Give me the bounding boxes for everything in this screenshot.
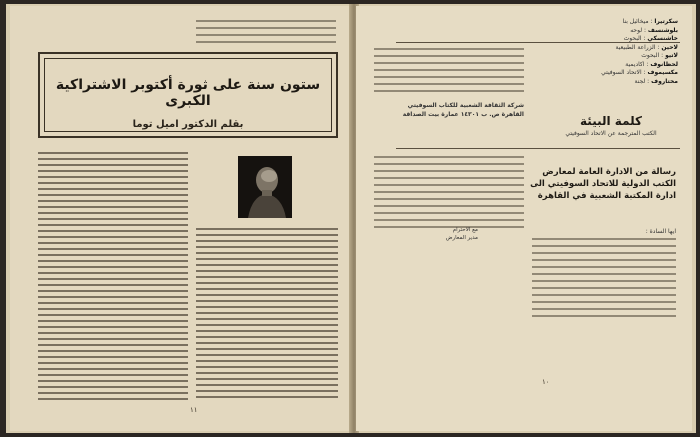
staff-role: بلوشنسف [647, 26, 678, 34]
staff-name: البحوث [641, 52, 660, 59]
header-text-block [196, 20, 336, 48]
right-column-text [196, 228, 338, 402]
right-page [356, 6, 692, 431]
editor-title: كلمة البيئة [580, 114, 642, 128]
staff-role: لحظانوف [650, 60, 678, 68]
editor-box [536, 114, 686, 137]
letter-closing: مع الاحترام [452, 227, 478, 233]
letter-column-right-text [532, 238, 676, 322]
right-page-number: ١٠ [542, 378, 550, 386]
staff-name: البحوث [623, 35, 642, 42]
left-column-text [38, 152, 188, 404]
staff-role: سكرتيرا [654, 18, 678, 25]
letter-signature [422, 226, 478, 242]
editor-subtitle: الكتب المترجمة عن الاتحاد السوفيتي [565, 130, 657, 137]
staff-role: مكسيموف [647, 69, 678, 76]
staff-name: الزراعة الطبيعية [615, 43, 656, 51]
left-page-number: ١١ [190, 406, 198, 414]
left-page [10, 6, 352, 431]
letter-signer: مدير المعارض [445, 235, 478, 241]
article-title-box [38, 52, 338, 138]
publisher-list-text [374, 48, 524, 97]
letter-column-left-text [374, 156, 524, 233]
publisher-org: شركة الثقافة الشعبية للكتاب السوفيتي [407, 102, 524, 109]
staff-name: ميخائيل بنا [622, 18, 649, 25]
staff-name: اكاديمية [625, 60, 645, 68]
staff-name: لوحه [630, 26, 643, 34]
book-spread [6, 4, 696, 433]
staff-list: سكرتيرا : ميخائيل بنا بلوشنسف : لوحه خاشنسكي : البحوث لاحين : الزراعة الطبيعية لاتيو : البحوث لحظانوف : اكاديمية مكسيموف : الاتحاد السوفيتي مختاروف : لجنة [601, 18, 678, 85]
portrait-photo-icon [238, 156, 292, 218]
article-author: بقلم الدكتور اميل توما [132, 119, 244, 130]
letter-heading: رسالة من الادارة العامة لمعارض الكتب الدولية للاتحاد السوفيتي الى ادارة المكتبة الشعبية في القاهرة [530, 167, 676, 201]
mid-rule [396, 148, 680, 149]
article-title: ستون سنة على ثورة أكتوبر الاشتراكية الكبرى [55, 77, 321, 109]
staff-role: لاحين [661, 43, 678, 51]
staff-role: لاتيو [665, 52, 678, 59]
staff-role: خاشنسكي [647, 35, 678, 42]
publisher-address: القاهرة ص. ب ١٤٣٠١ عمارة بيت الصداقة [402, 110, 524, 118]
staff-name: لجنة [634, 77, 646, 85]
staff-role: مختاروف [651, 77, 678, 85]
staff-name: الاتحاد السوفيتي [601, 69, 642, 76]
publisher-block [374, 102, 524, 119]
letter-greeting: ايها السادة : [645, 228, 676, 235]
